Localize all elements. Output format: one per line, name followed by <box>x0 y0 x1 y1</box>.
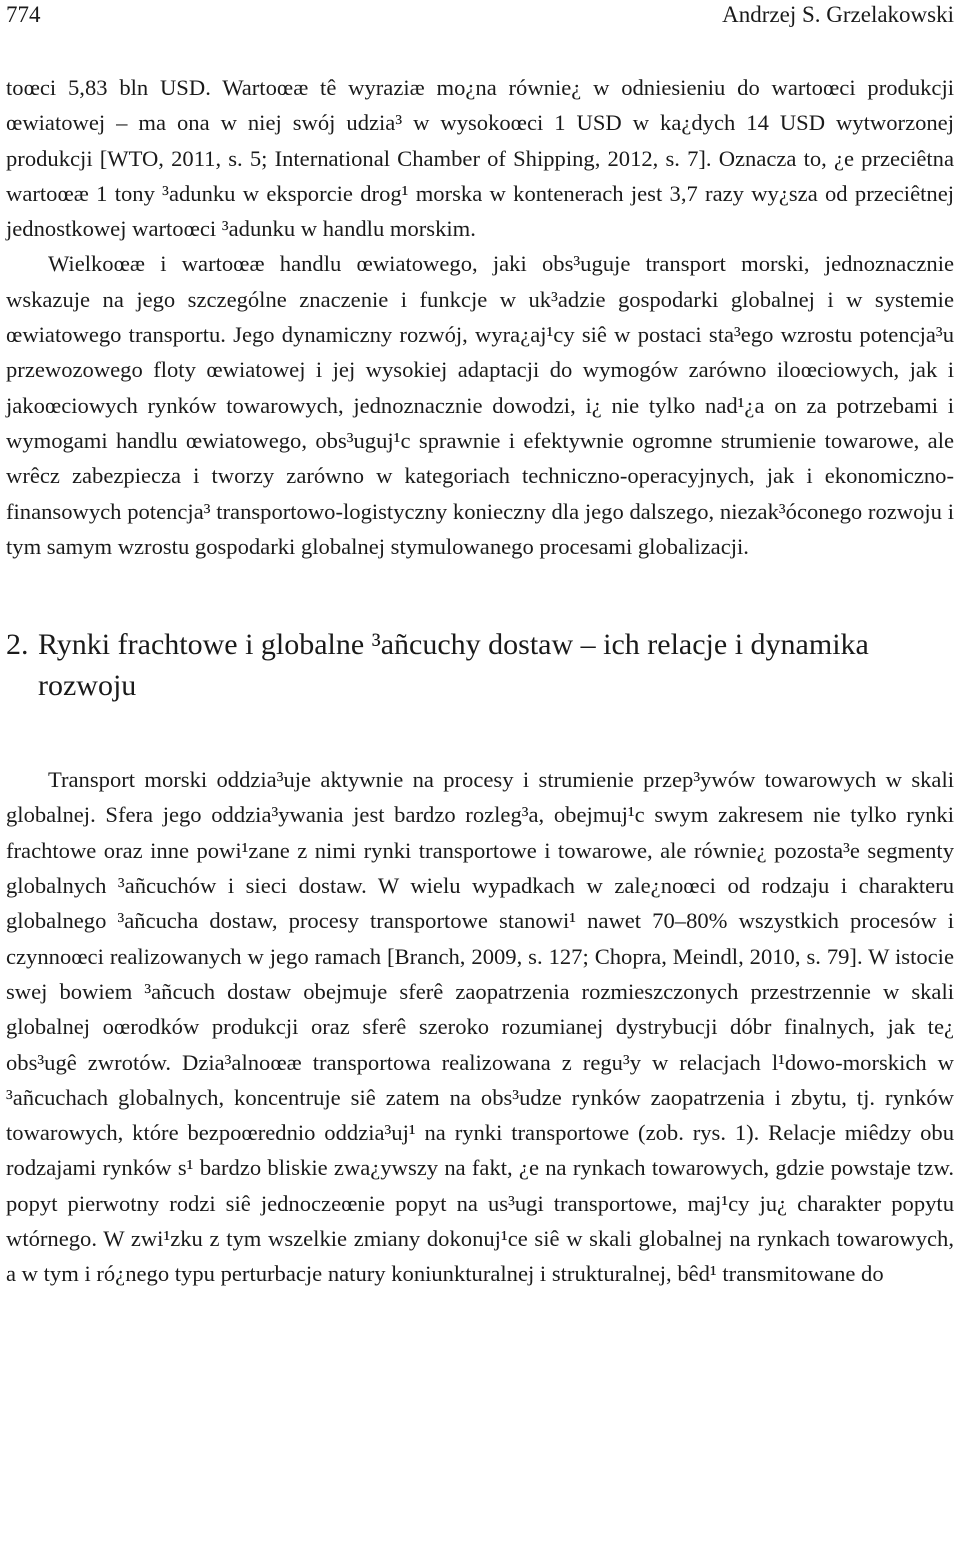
section-heading <box>6 624 954 706</box>
section-title: Rynki frachtowe i globalne ³añcuchy dostaw – ich relacje i dynamika rozwoju <box>38 628 869 703</box>
running-header <box>6 0 954 34</box>
document-page <box>6 0 954 1292</box>
section-number: 2. <box>6 628 29 662</box>
section-paragraph: Transport morski oddzia³uje aktywnie na procesy i strumienie przep³ywów towarowych w skali globalnej. Sfera jego oddzia³ywania jest bardzo rozleg³a, obejmuj¹c swym zakresem nie tylko rynki frachtowe oraz inne powi¹zane z nimi rynki transportowe i towarowe, ale równie¿ pozosta³e segmenty globalnych ³añcuchów i sieci dostaw. W wielu wypadkach w zale¿noœci od rodzaju i charakteru globalnego ³añcucha dostaw, procesy transportowe stanowi¹ nawet 70–80% wszystkich procesów i czynnoœci realizowanych w jego ramach [Branch, 2009, s. 127; Chopra, Meindl, 2010, s. 79]. W istocie swej bowiem ³añcuch dostaw obejmuje sferê zaopatrzenia rozmieszczonych przestrzennie w skali globalnej oœrodków produkcji oraz sferê szeroko rozumianej dystrybucji dóbr finalnych, jak te¿ obs³ugê zwrotów. Dzia³alnoœæ transportowa realizowana z regu³y w relacjach l¹dowo-morskich w ³añcuchach globalnych, koncentruje siê zatem na obs³udze rynków zaopatrzenia i zbytu, tj. rynków towarowych, które bezpoœrednio oddzia³uj¹ na rynki transportowe (zob. rys. 1). Relacje miêdzy obu rodzajami rynków s¹ bardzo bliskie zwa¿ywszy na fakt, ¿e na rynkach towarowych, gdzie powstaje tzw. popyt pierwotny rodzi siê jednoczeœnie popyt na us³ugi transportowe, maj¹cy ju¿ charakter popytu wtórnego. W zwi¹zku z tym wszelkie zmiany dokonuj¹ce siê w skali globalnej na rynkach towarowych, a w tym i ró¿nego typu perturbacje natury koniunkturalnej i strukturalnej, bêd¹ transmitowane do <box>6 767 954 1287</box>
page-number: 774 <box>6 2 41 27</box>
body-paragraph: Wielkoœæ i wartoœæ handlu œwiatowego, jaki obs³uguje transport morski, jednoznacznie wskazuje na jego szczególne znaczenie i funkcje w uk³adzie gospodarki globalnej i w systemie œwiatowego transportu. Jego dynamiczny rozwój, wyra¿aj¹cy siê w postaci sta³ego wzrostu potencja³u przewozowego floty œwiatowej i jej wysokiej adaptacji do wymogów zarówno iloœciowych, jak i jakoœciowych rynków towarowych, jednoznacznie dowodzi, i¿ nie tylko nad¹¿a on za potrzebami i wymogami handlu œwiatowego, obs³uguj¹c sprawnie i efektywnie ogromne strumienie towarowe, ale wrêcz zabezpiecza i tworzy zarówno w kategoriach techniczno-operacyjnych, jak i ekonomiczno-finansowych potencja³ transportowo-logistyczny konieczny dla jego dalszego, niezak³óconego rozwoju i tym samym wzrostu gospodarki globalnej stymulowanego procesami globalizacji. <box>6 251 954 559</box>
running-header-author: Andrzej S. Grzelakowski <box>722 2 954 27</box>
body-paragraph-continued: toœci 5,83 bln USD. Wartoœæ tê wyraziæ mo¿na równie¿ w odniesieniu do wartoœci produkcji œwiatowej – ma ona w niej swój udzia³ w wysokoœci 1 USD w ka¿dych 14 USD wytworzonej produkcji [WTO, 2011, s. 5; International Chamber of Shipping, 2012, s. 7]. Oznacza to, ¿e przeciêtna wartoœæ 1 tony ³adunku w eksporcie drog¹ morska w kontenerach jest 3,7 razy wy¿sza od przeciêtnej jednostkowej wartoœci ³adunku w handlu morskim. <box>6 75 954 242</box>
